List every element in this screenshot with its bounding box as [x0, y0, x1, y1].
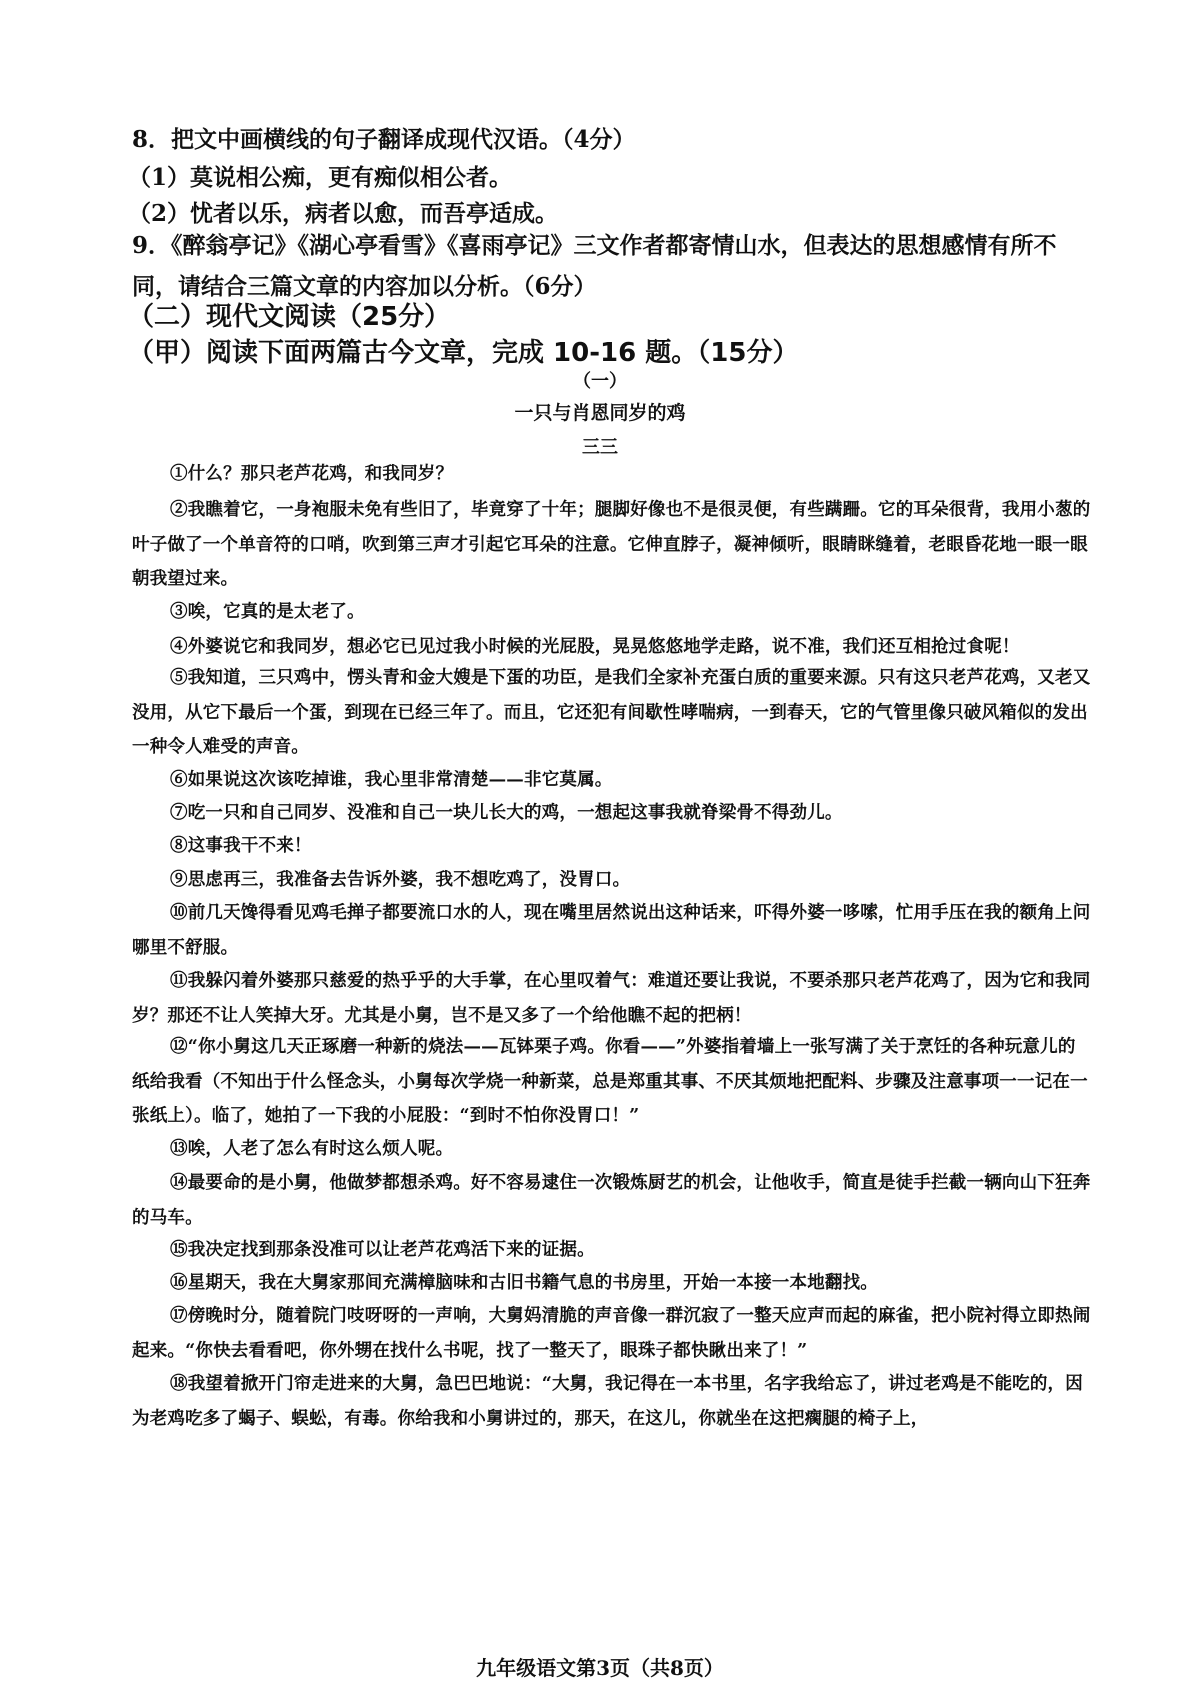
article-author: 三三	[582, 437, 618, 458]
paragraph-7: ⑦吃一只和自己同岁、没准和自己一块儿长大的鸡，一想起这事我就脊梁骨不得劲儿。	[170, 803, 843, 823]
paragraph-15: ⑮我决定找到那条没准可以让老芦花鸡活下来的证据。	[170, 1240, 595, 1260]
paragraph-3: ③唉，它真的是太老了。	[170, 602, 365, 622]
question-8: 8．把文中画横线的句子翻译成现代汉语。（4分）	[132, 126, 636, 153]
paragraph-2: ②我瞧着它，一身袍服未免有些旧了，毕竟穿了十年；腿脚好像也不是很灵便，有些蹒跚。它的耳朵很背，我用小葱的叶子做了一个单音符的口哨，吹到第三声才引起它耳朵的注意。它伸直脖子，凝神倾听，眼睛眯缝着，老眼昏花地一眼一眼朝我望过来。	[132, 500, 1091, 589]
section-heading-modern-reading: （二）现代文阅读（25分）	[128, 302, 451, 332]
paragraph-1: ①什么？那只老芦花鸡，和我同岁？	[170, 464, 454, 484]
question-8-item-2: （2）忧者以乐，病者以愈，而吾亭适成。	[128, 200, 559, 227]
paragraph-13: ⑬唉，人老了怎么有时这么烦人呢。	[170, 1139, 454, 1159]
paragraph-6: ⑥如果说这次该吃掉谁，我心里非常清楚——非它莫属。	[170, 770, 613, 790]
paragraph-17: ⑰傍晚时分，随着院门吱呀呀的一声响，大舅妈清脆的声音像一群沉寂了一整天应声而起的麻雀，把小院衬得立即热闹起来。“你快去看看吧，你外甥在找什么书呢，找了一整天了，眼珠子都快瞅出来了！”	[132, 1306, 1091, 1361]
paragraph-8: ⑧这事我干不来！	[170, 836, 312, 856]
paragraph-14: ⑭最要命的是小舅，他做梦都想杀鸡。好不容易逮住一次锻炼厨艺的机会，让他收手，简直是徒手拦截一辆向山下狂奔的马车。	[132, 1173, 1091, 1228]
paragraph-4: ④外婆说它和我同岁，想必它已见过我小时候的光屁股，晃晃悠悠地学走路，说不准，我们还互相抢过食呢！	[170, 637, 1020, 657]
paragraph-9: ⑨思虑再三，我准备去告诉外婆，我不想吃鸡了，没胃口。	[170, 870, 631, 890]
paragraph-18: ⑱我望着掀开门帘走进来的大舅，急巴巴地说：“大舅，我记得在一本书里，名字我给忘了，讲过老鸡是不能吃的，因为老鸡吃多了蝎子、蜈蚣，有毒。你给我和小舅讲过的，那天，在这儿，你就坐在这把瘸腿的椅子上，	[132, 1374, 1083, 1429]
paragraph-16: ⑯星期天，我在大舅家那间充满樟脑味和古旧书籍气息的书房里，开始一本接一本地翻找。	[170, 1273, 878, 1293]
paragraph-11: ⑪我躲闪着外婆那只慈爱的热乎乎的大手掌，在心里叹着气：难道还要让我说，不要杀那只老芦花鸡了，因为它和我同岁？那还不让人笑掉大牙。尤其是小舅，岂不是又多了一个给他瞧不起的把柄！	[132, 971, 1091, 1026]
question-8-item-1: （1）莫说相公痴，更有痴似相公者。	[128, 164, 513, 191]
paragraph-12: ⑫“你小舅这几天正琢磨一种新的烧法——瓦钵栗子鸡。你看——”外婆指着墙上一张写满了关于烹饪的各种玩意儿的纸给我看（不知出于什么怪念头，小舅每次学烧一种新菜，总是郑重其事、不厌其烦地把配料、步骤及注意事项一一记在一张纸上）。临了，她拍了一下我的小屁股：“到时不怕你没胃口！”	[132, 1037, 1088, 1126]
paragraph-10: ⑩前几天馋得看见鸡毛掸子都要流口水的人，现在嘴里居然说出这种话来，吓得外婆一哆嗦，忙用手压在我的额角上问哪里不舒服。	[132, 903, 1091, 958]
article-title: 一只与肖恩同岁的鸡	[514, 402, 686, 424]
page-footer: 九年级语文第3页（共8页）	[476, 1656, 724, 1680]
question-9: 9．《醉翁亭记》《湖心亭看雪》《喜雨亭记》三文作者都寄情山水，但表达的思想感情有所不同，请结合三篇文章的内容加以分析。（6分）	[132, 232, 1057, 300]
section-heading-part-jia: （甲）阅读下面两篇古今文章，完成 10-16 题。（15分）	[128, 338, 799, 368]
article-part-label: （一）	[573, 371, 627, 392]
paragraph-5: ⑤我知道，三只鸡中，愣头青和金大嫂是下蛋的功臣，是我们全家补充蛋白质的重要来源。只有这只老芦花鸡，又老又没用，从它下最后一个蛋，到现在已经三年了。而且，它还犯有间歇性哮喘病，一到春天，它的气管里像只破风箱似的发出一种令人难受的声音。	[132, 668, 1091, 757]
